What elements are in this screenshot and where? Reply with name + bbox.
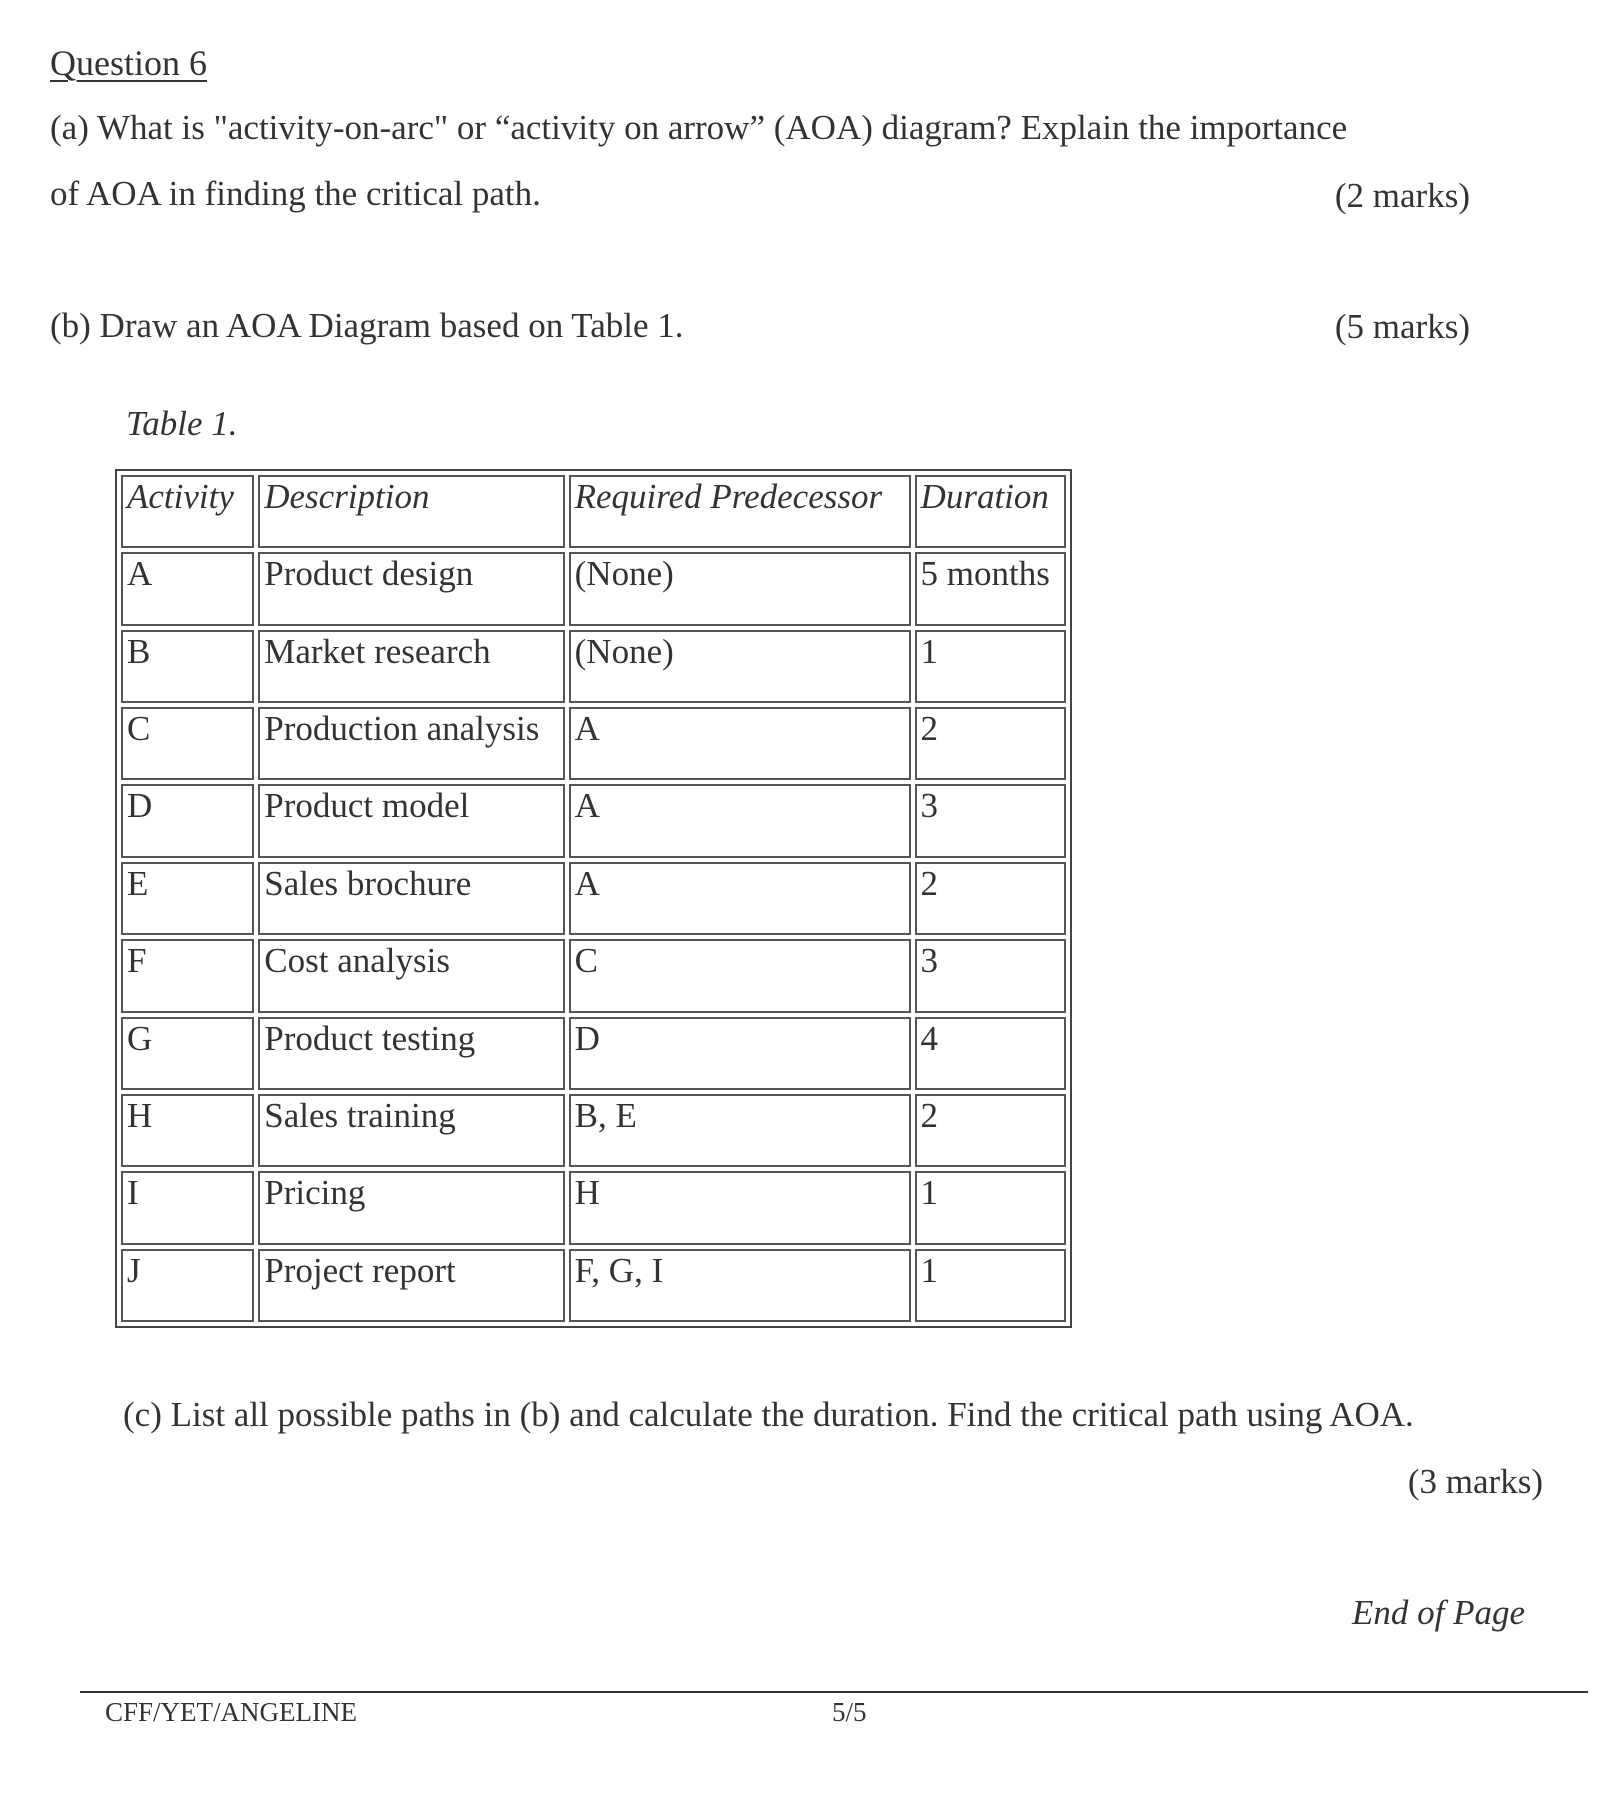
header-duration: Duration [915, 475, 1066, 548]
cell-predecessor: (None) [569, 552, 911, 625]
part-b-text: (b) Draw an AOA Diagram based on Table 1. [50, 306, 684, 345]
table-row [121, 939, 1066, 1012]
cell-predecessor: F, G, I [569, 1249, 911, 1322]
cell-duration: 2 [915, 1094, 1066, 1167]
table-row [121, 630, 1066, 703]
cell-predecessor: H [569, 1171, 911, 1244]
end-of-page: End of Page [1351, 1593, 1525, 1632]
cell-predecessor: A [569, 784, 911, 857]
cell-description: Sales brochure [258, 862, 564, 935]
cell-activity: E [121, 862, 254, 935]
table-header-row [121, 475, 1066, 548]
cell-activity: H [121, 1094, 254, 1167]
table-row [121, 1171, 1066, 1244]
table-row [121, 707, 1066, 780]
cell-duration: 5 months [915, 552, 1066, 625]
cell-predecessor: C [569, 939, 911, 1012]
cell-description: Production analysis [258, 707, 564, 780]
footer-page-number: 5/5 [832, 1697, 867, 1727]
cell-duration: 1 [915, 1249, 1066, 1322]
part-a-marks: (2 marks) [1334, 176, 1470, 215]
cell-description: Cost analysis [258, 939, 564, 1012]
part-c-text: (c) List all possible paths in (b) and calculate the duration. Find the critical path using AOA. [123, 1395, 1414, 1434]
footer-divider [80, 1691, 1588, 1693]
cell-activity: B [121, 630, 254, 703]
cell-description: Product model [258, 784, 564, 857]
cell-predecessor: D [569, 1017, 911, 1090]
cell-predecessor: A [569, 862, 911, 935]
table-row [121, 1249, 1066, 1322]
table-row [121, 552, 1066, 625]
cell-predecessor: B, E [569, 1094, 911, 1167]
cell-duration: 4 [915, 1017, 1066, 1090]
part-c-marks: (3 marks) [1407, 1462, 1543, 1501]
table-caption: Table 1. [126, 404, 238, 443]
cell-activity: G [121, 1017, 254, 1090]
cell-duration: 2 [915, 862, 1066, 935]
cell-description: Sales training [258, 1094, 564, 1167]
cell-predecessor: A [569, 707, 911, 780]
cell-description: Pricing [258, 1171, 564, 1244]
cell-activity: I [121, 1171, 254, 1244]
activity-table [115, 469, 1072, 1328]
header-activity: Activity [121, 475, 254, 548]
cell-predecessor: (None) [569, 630, 911, 703]
table-row [121, 1017, 1066, 1090]
cell-activity: A [121, 552, 254, 625]
table-row [121, 1094, 1066, 1167]
part-a-line2: of AOA in finding the critical path. [50, 174, 541, 213]
cell-description: Product design [258, 552, 564, 625]
table-row [121, 784, 1066, 857]
cell-duration: 3 [915, 939, 1066, 1012]
cell-activity: J [121, 1249, 254, 1322]
cell-duration: 2 [915, 707, 1066, 780]
header-required-predecessor: Required Predecessor [569, 475, 911, 548]
header-description: Description [258, 475, 564, 548]
cell-duration: 1 [915, 630, 1066, 703]
cell-duration: 3 [915, 784, 1066, 857]
table-row [121, 862, 1066, 935]
footer-author: CFF/YET/ANGELINE [105, 1697, 357, 1727]
cell-activity: D [121, 784, 254, 857]
cell-duration: 1 [915, 1171, 1066, 1244]
cell-description: Project report [258, 1249, 564, 1322]
question-title: Question 6 [50, 43, 207, 83]
cell-activity: C [121, 707, 254, 780]
cell-description: Market research [258, 630, 564, 703]
cell-description: Product testing [258, 1017, 564, 1090]
cell-activity: F [121, 939, 254, 1012]
part-b-marks: (5 marks) [1334, 307, 1470, 346]
part-a-line1: (a) What is "activity-on-arc" or “activity on arrow” (AOA) diagram? Explain the importance [50, 108, 1348, 147]
